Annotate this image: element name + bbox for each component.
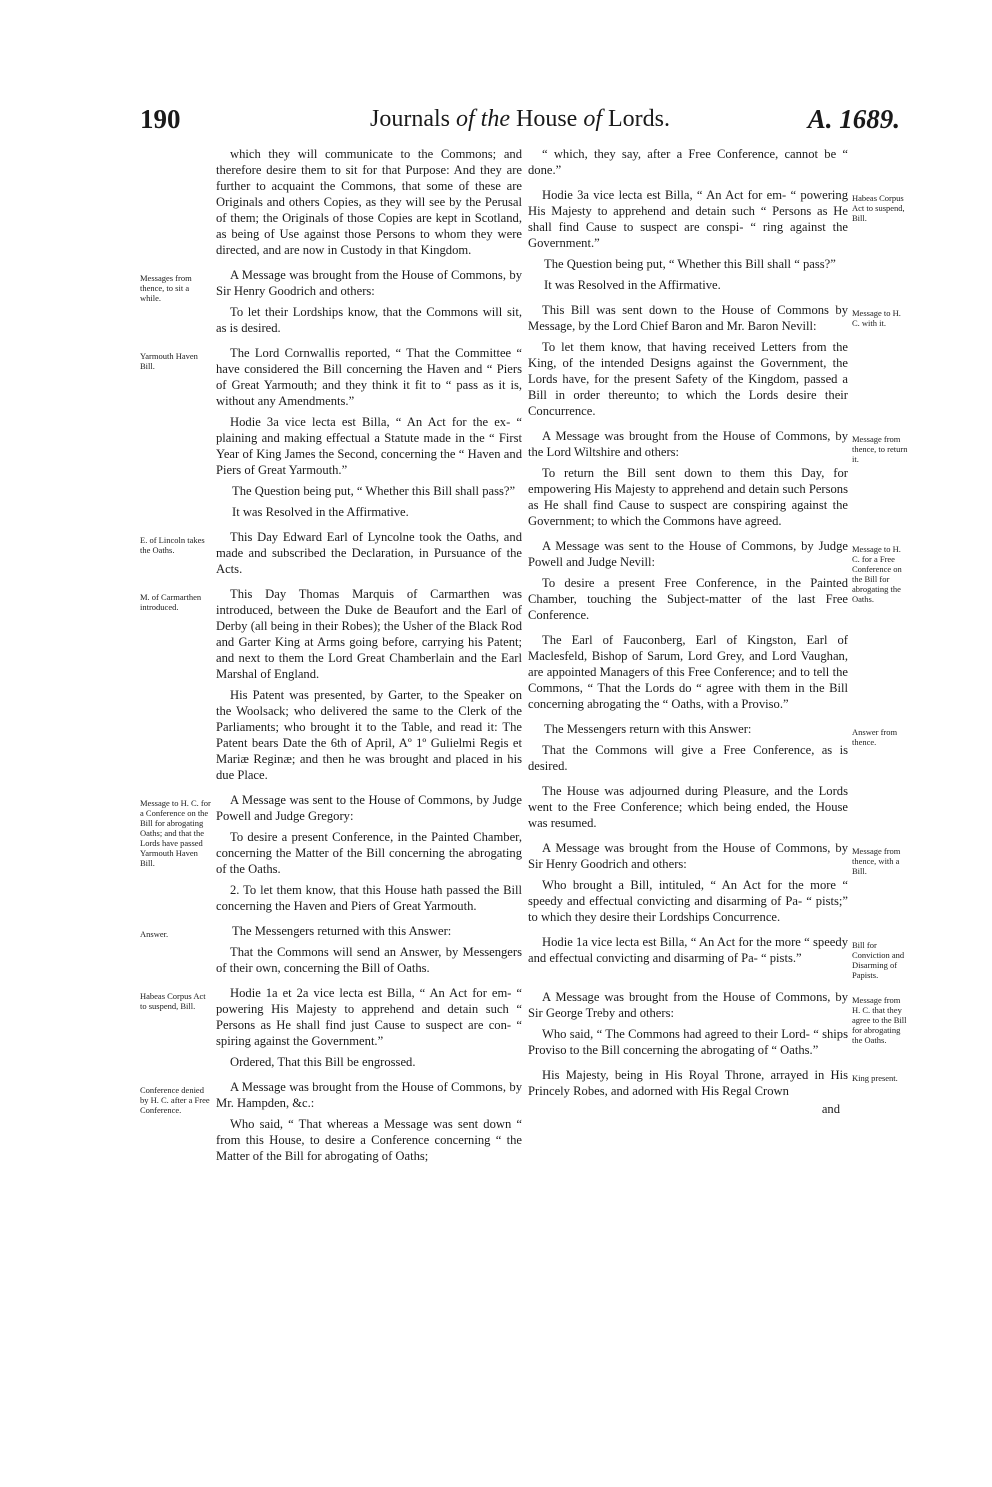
entry-body <box>528 632 848 712</box>
entry-paragraph: It was Resolved in the Affirmative. <box>544 278 721 292</box>
title-house: House <box>516 106 578 132</box>
entry-body <box>216 345 522 520</box>
entry-paragraph: which they will communicate to the Commons; and therefore desire them to sit for that Purpose: And they are further to acquaint the Commons, that some of these are Originals and others Copies, as they will see by the Perusal of them; the Originals of those Copies are kept in Scotland, as being of Use against those Persons to whom they were directed, and are now in Custody in that Kingdom. <box>216 147 522 257</box>
year-heading: A. 1689. <box>807 104 900 134</box>
journal-entry <box>528 1067 910 1099</box>
journal-entry <box>528 302 910 419</box>
margin-note: Answer. <box>140 929 169 939</box>
margin-note: Bill for Conviction and Disarming of Papists. <box>852 940 905 980</box>
margin-note: Message from thence, to return it. <box>852 434 908 464</box>
journal-entry <box>140 1079 522 1164</box>
entry-paragraph: A Message was brought from the House of Commons, by Mr. Hampden, &c.: <box>216 1080 522 1110</box>
margin-note: Message to H. C. for a Conference on the Bill for abrogating Oaths; and that the Lords have passed Yarmouth Haven Bill. <box>140 798 211 868</box>
journal-entry <box>140 146 522 258</box>
entry-paragraph: The House was adjourned during Pleasure, and the Lords went to the Free Conference; which being ended, the House was resumed. <box>528 784 848 830</box>
entry-paragraph: His Patent was presented, by Garter, to the Speaker on the Woolsack; who delivered the same to the Clerk of the Parliaments; who brought it to the Table, and read it: The Patent bears Date the 6th of April, Aº 1º Gulielmi Regis et Mariæ Reginæ; and then he was brought and placed in his due Place. <box>216 688 522 782</box>
entry-paragraph: A Message was brought from the House of Commons, by Sir Henry Goodrich and others: <box>216 268 522 298</box>
journal-entry <box>140 267 522 336</box>
entry-paragraph: 2. To let them know, that this House hath passed the Bill concerning the Haven and Piers of Great Yarmouth. <box>216 883 522 913</box>
entry-paragraph: Hodie 3a vice lecta est Billa, “ An Act for the ex- “ plaining and making effectual a Statute made in the “ First Year of King James the Second, concerning the “ Haven and Piers of Great Yarmouth.” <box>216 415 522 477</box>
entry-body <box>528 989 848 1058</box>
journal-entry <box>528 428 910 529</box>
entry-paragraph: Hodie 1a et 2a vice lecta est Billa, “ An Act for em- “ powering His Majesty to apprehend and detain such “ Persons as He shall find just Cause to suspect are con- “ spiring against the Government.” <box>216 986 522 1048</box>
entry-body <box>528 428 848 529</box>
entry-body <box>528 538 848 623</box>
margin-note: Message to H. C. for a Free Conference on the Bill for abrogating the Oaths. <box>852 544 902 604</box>
entry-paragraph: Hodie 1a vice lecta est Billa, “ An Act for the more “ speedy and effectual convicting and disarming of Pa- “ pists.” <box>528 935 848 965</box>
entry-paragraph: To return the Bill sent down to them this Day, for empowering His Majesty to apprehend and detain such Persons as He shall find Cause to suspect are conspiring against the Government; to which the Commons have agreed. <box>528 466 848 528</box>
entry-paragraph: His Majesty, being in His Royal Throne, arrayed in His Princely Robes, and adorned with His Regal Crown <box>528 1068 848 1098</box>
entry-paragraph: A Message was brought from the House of Commons, by Sir Henry Goodrich and others: <box>528 841 848 871</box>
margin-note <box>848 146 910 152</box>
journal-entry <box>528 989 910 1058</box>
journal-entry <box>528 721 910 774</box>
entry-paragraph: Who said, “ The Commons had agreed to their Lord- “ ships Proviso to the Bill concerning the abrogating of “ Oaths.” <box>528 1027 848 1057</box>
entry-paragraph: A Message was sent to the House of Commons, by Judge Powell and Judge Gregory: <box>216 793 522 823</box>
entry-body <box>528 187 848 293</box>
entry-paragraph: That the Commons will give a Free Conference, as is desired. <box>528 743 848 773</box>
entry-body <box>216 792 522 914</box>
entry-paragraph: “ which, they say, after a Free Conference, cannot be “ done.” <box>528 147 848 177</box>
margin-note: Messages from thence, to sit a while. <box>140 273 192 303</box>
entry-paragraph: It was Resolved in the Affirmative. <box>232 505 409 519</box>
margin-note: Conference denied by H. C. after a Free Conference. <box>140 1085 210 1115</box>
entry-body <box>528 840 848 925</box>
journal-entry <box>528 632 910 712</box>
entry-paragraph: The Question being put, “ Whether this Bill shall “ pass?” <box>544 257 836 271</box>
margin-note: Habeas Corpus Act to suspend, Bill. <box>852 193 905 223</box>
entry-paragraph: A Message was brought from the House of Commons, by the Lord Wiltshire and others: <box>528 429 848 459</box>
entry-body <box>216 146 522 258</box>
title-of: of <box>583 106 602 132</box>
entry-paragraph: Who brought a Bill, intituled, “ An Act for the more “ speedy and effectual convicting and disarming of Pa- “ pists;” to which they desire their Lordships Concurrence. <box>528 878 848 924</box>
journal-entry <box>528 538 910 623</box>
entry-paragraph: This Bill was sent down to the House of Commons by Message, by the Lord Chief Baron and Mr. Baron Nevill: <box>528 303 848 333</box>
margin-note: Message to H. C. with it. <box>852 308 901 328</box>
entry-body <box>216 1079 522 1164</box>
running-title <box>140 106 900 133</box>
entry-body <box>216 923 522 976</box>
title-of-the: of the <box>456 106 510 132</box>
entry-paragraph: A Message was sent to the House of Commons, by Judge Powell and Judge Nevill: <box>528 539 848 569</box>
margin-note: M. of Carmarthen introduced. <box>140 592 202 612</box>
journal-entry <box>140 923 522 976</box>
entry-paragraph: The Messengers return with this Answer: <box>544 722 752 736</box>
entry-paragraph: Ordered, That this Bill be engrossed. <box>230 1055 416 1069</box>
entry-body <box>216 529 522 577</box>
margin-note: Message from thence, with a Bill. <box>852 846 901 876</box>
journal-entry <box>140 586 522 783</box>
entry-paragraph: To let their Lordships know, that the Commons will sit, as is desired. <box>216 305 522 335</box>
page-number: 190 <box>140 104 181 134</box>
journal-entry <box>140 529 522 577</box>
journal-entry <box>140 345 522 520</box>
title-journals: Journals <box>370 106 450 132</box>
entry-paragraph: The Lord Cornwallis reported, “ That the Committee “ have considered the Bill concerning the Haven and “ Piers of Great Yarmouth; and they think it fit to “ pass as it is, without any Amendments.” <box>216 346 522 408</box>
entry-body <box>528 146 848 178</box>
journal-entry <box>140 792 522 914</box>
margin-note: King present. <box>852 1073 898 1083</box>
entry-paragraph: To let them know, that having received Letters from the King, of the intended Designs against the Government, the Lords have, for the present Safety of the Kingdom, passed a Bill in order thereunto; to which the Lords desire their Concurrence. <box>528 340 848 418</box>
entry-paragraph: The Question being put, “ Whether this Bill shall pass?” <box>232 484 516 498</box>
margin-note <box>140 146 216 152</box>
entry-paragraph: A Message was brought from the House of Commons, by Sir George Treby and others: <box>528 990 848 1020</box>
left-column <box>140 146 522 1164</box>
right-column <box>528 146 910 1117</box>
entry-body <box>528 934 848 966</box>
entry-paragraph: The Messengers returned with this Answer: <box>232 924 452 938</box>
entry-body <box>528 302 848 419</box>
journal-entry <box>140 985 522 1070</box>
journal-entry <box>528 934 910 980</box>
margin-note: Message from H. C. that they agree to the Bill for abrogating the Oaths. <box>852 995 907 1045</box>
margin-note: Yarmouth Haven Bill. <box>140 351 198 371</box>
margin-note <box>848 632 910 638</box>
journal-entry <box>528 146 910 178</box>
entry-paragraph: Who said, “ That whereas a Message was sent down “ from this House, to desire a Conference concerning “ the Matter of the Bill for abrogating of Oaths; <box>216 1117 522 1163</box>
journal-entry <box>528 840 910 925</box>
entry-paragraph: The Earl of Fauconberg, Earl of Kingston, Earl of Maclesfeld, Bishop of Sarum, Lord Grey, and Lord Vaughan, are appointed Managers of this Free Conference; and to tell the Commons, “ That the Lords do “ agree with them in the Bill concerning abrogating the “ Oaths, with a Proviso.” <box>528 633 848 711</box>
entry-body <box>528 721 848 774</box>
entry-paragraph: This Day Edward Earl of Lyncolne took the Oaths, and made and subscribed the Declaration, in Pursuance of the Acts. <box>216 530 522 576</box>
entry-paragraph: To desire a present Free Conference, in the Painted Chamber, touching the Subject-matter of the last Free Conference. <box>528 576 848 622</box>
entry-paragraph: This Day Thomas Marquis of Carmarthen was introduced, between the Duke de Beaufort and the Earl of Derby (all being in their Robes); the Usher of the Black Rod and Garter King at Arms going before, carrying his Patent; and next to them the Lord Great Chamberlain and the Earl Marshal of England. <box>216 587 522 681</box>
margin-note: Answer from thence. <box>852 727 898 747</box>
journal-entry <box>528 783 910 831</box>
margin-note <box>848 783 910 789</box>
entry-body <box>216 267 522 336</box>
title-lords: Lords. <box>608 106 670 132</box>
entry-paragraph: To desire a present Conference, in the Painted Chamber, concerning the Matter of the Bill concerning the abrogating of the Oaths. <box>216 830 522 876</box>
entry-body <box>528 1067 848 1099</box>
entry-paragraph: Hodie 3a vice lecta est Billa, “ An Act for em- “ powering His Majesty to apprehend and detain such “ Persons as He shall find Cause to suspect are conspi- “ ring against the Government.” <box>528 188 848 250</box>
catchword: and <box>821 1102 840 1116</box>
journal-entry <box>528 187 910 293</box>
entry-body <box>216 586 522 783</box>
page-header <box>140 104 900 144</box>
margin-note: Habeas Corpus Act to suspend, Bill. <box>140 991 206 1011</box>
entry-body <box>528 783 848 831</box>
margin-note: E. of Lincoln takes the Oaths. <box>140 535 205 555</box>
entry-body <box>216 985 522 1070</box>
entry-paragraph: That the Commons will send an Answer, by Messengers of their own, concerning the Bill of Oaths. <box>216 945 522 975</box>
